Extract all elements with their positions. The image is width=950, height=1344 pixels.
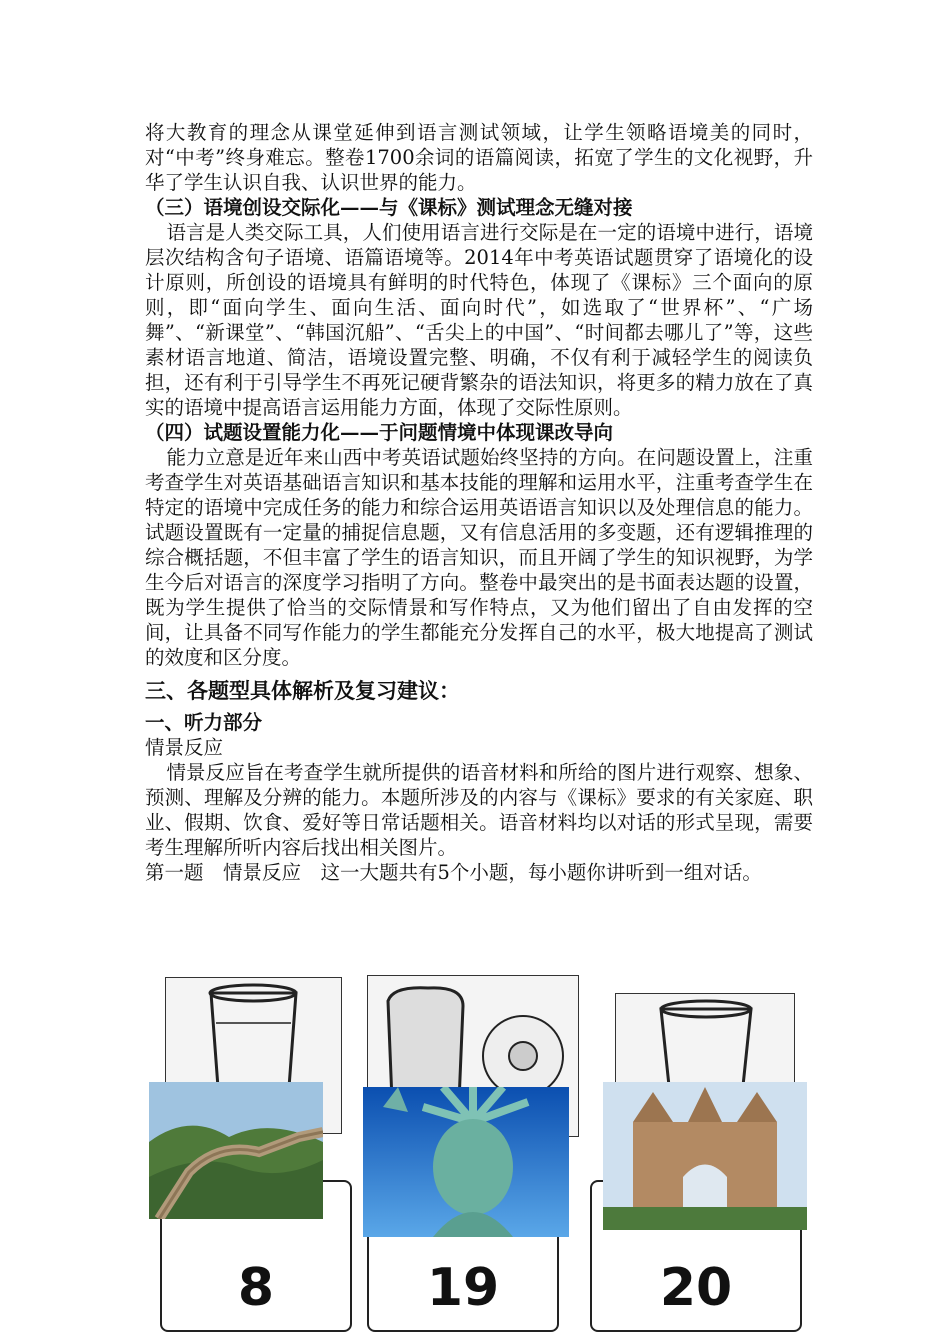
document-body (145, 120, 813, 885)
great-wall-photo (149, 1082, 323, 1219)
paragraph-question-one: 第一题 情景反应 这一大题共有5个小题，每小题你讲听到一组对话。 (145, 861, 762, 884)
calendar-day: 20 (659, 1258, 733, 1318)
calendar-day: 19 (426, 1258, 500, 1318)
listening-heading: 一、听力部分 (145, 711, 263, 734)
section-heading-3: （三）语境创设交际化——与《课标》测试理念无缝对接 (145, 196, 633, 219)
statue-of-liberty-photo (363, 1087, 569, 1237)
picture-group (145, 975, 825, 1335)
paragraph-intro-continued: 将大教育的理念从课堂延伸到语言测试领域，让学生领略语境美的同时，对“中考”终身难忘。整卷1700余词的语篇阅读，拓宽了学生的文化视野，升华了学生认识自我、认识世界的能力。 (145, 121, 813, 194)
part-heading-analysis: 三、各题型具体解析及复习建议： (145, 679, 460, 703)
paragraph-scene-response: 情景反应旨在考查学生就所提供的语音材料和所给的图片进行观察、想象、预测、理解及分辨的能力。本题所涉及的内容与《课标》要求的有关家庭、职业、假期、饮食、爱好等日常话题相关。语音材料均以对话的形式呈现，需要考生理解所听内容后找出相关图片。 (145, 761, 813, 859)
calendar-day: 8 (237, 1258, 275, 1318)
paragraph-context: 语言是人类交际工具，人们使用语言进行交际是在一定的语境中进行，语境层次结构含句子语境、语篇语境等。2014年中考英语试题贯穿了语境化的设计原则，所创设的语境具有鲜明的时代特色，体现了《课标》三个面向的原则，即“面向学生、面向生活、面向时代”，如选取了“世界杯”、“广场舞”、“新课堂”、“韩国沉船”、“舌尖上的中国”、“时间都去哪儿了”等，这些素材语言地道、简洁，语境设置完整、明确，不仅有利于减轻学生的阅读负担，还有利于引导学生不再死记硬背繁杂的语法知识，将更多的精力放在了真实的语境中提高语言运用能力方面，体现了交际性原则。 (145, 221, 813, 419)
section-heading-4: （四）试题设置能力化——于问题情境中体现课改导向 (145, 421, 614, 444)
scene-subheading: 情景反应 (145, 736, 224, 759)
paragraph-ability: 能力立意是近年来山西中考英语试题始终坚持的方向。在问题设置上，注重考查学生对英语基础语言知识和基本技能的理解和运用水平，注重考查学生在特定的语境中完成任务的能力和综合运用英语语言知识以及处理信息的能力。试题设置既有一定量的捕捉信息题，又有信息活用的多变题，还有逻辑推理的综合概括题，不但丰富了学生的语言知识，而且开阔了学生的知识视野，为学生今后对语言的深度学习指明了方向。整卷中最突出的是书面表达题的设置，既为学生提供了恰当的交际情景和写作特点，又为他们留出了自由发挥的空间，让具备不同写作能力的学生都能充分发挥自己的水平，极大地提高了测试的效度和区分度。 (145, 446, 813, 669)
patuxai-arch-photo (603, 1082, 807, 1230)
